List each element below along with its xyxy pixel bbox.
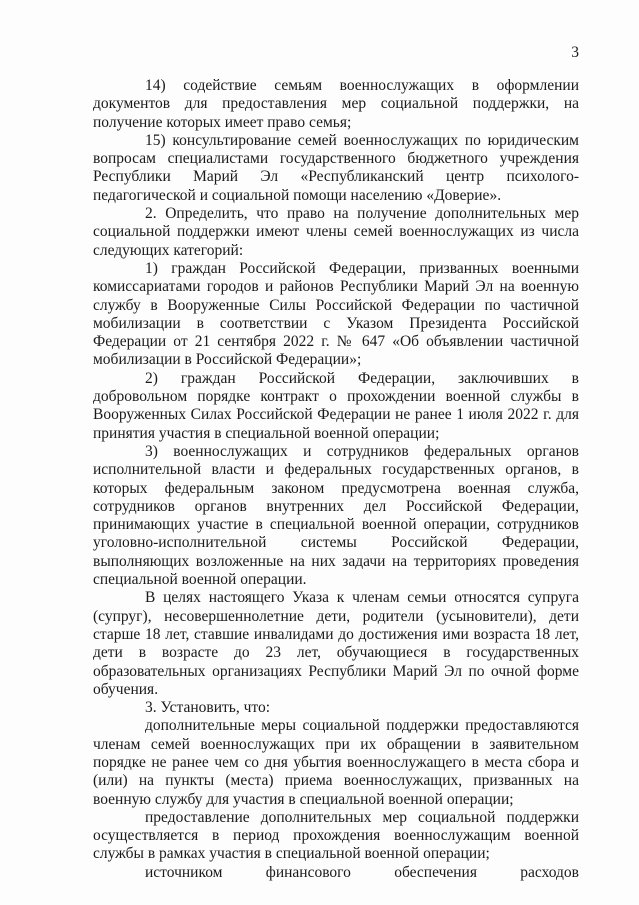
document-body: [93, 77, 579, 882]
page-number: 3: [571, 44, 579, 61]
paragraph-financing: источником финансового обеспечения расходов: [145, 863, 579, 881]
paragraph-clause-3: 3. Установить, что:: [145, 699, 271, 717]
paragraph-family-definition: В целях настоящего Указа к членам семьи относятся супруга (супруг), несовершеннолетние дети, родители (усыновители), дети старше 18 лет, ставшие инвалидами до достижения ими возраста 18 лет, дети в возрасте до 23 лет, обучающиеся в государственных образовательных организациях Республики Марий Эл по очной форме обучения.: [93, 589, 579, 698]
paragraph-clause-2: 2. Определить, что право на получение дополнительных мер социальной поддержки имеют члены семей военнослужащих из числа следующих категорий:: [93, 205, 579, 259]
paragraph-category-2: 2) граждан Российской Федерации, заключивших в добровольном порядке контракт о прохождении военной службы в Вооруженных Силах Российской Федерации не ранее 1 июля 2022 г. для принятия участия в специальной военной операции;: [93, 369, 579, 442]
paragraph-category-1: 1) граждан Российской Федерации, призванных военными комиссариатами городов и районов Республики Марий Эл на военную службу в Вооруженные Силы Российской Федерации по частичной мобилизации в соответствии с Указом Президента Российской Федерации от 21 сентября 2022 г. № 647 «Об объявлении частичной мобилизации в Российской Федерации»;: [93, 259, 579, 369]
paragraph-item-14: 14) содействие семьям военнослужащих в оформлении документов для предоставления мер социальной поддержки, на получение которых имеет право семья;: [93, 77, 579, 131]
paragraph-measures-provided: дополнительные меры социальной поддержки предоставляются членам семей военнослужащих при их обращении в заявительном порядке не ранее чем со дня убытия военнослужащего в места сбора и (или) на пункты (места) приема военнослужащих, призванных на военную службу для участия в специальной военной операции;: [93, 717, 579, 808]
paragraph-category-3: 3) военнослужащих и сотрудников федеральных органов исполнительной власти и федеральных государственных органов, в которых федеральным законом предусмотрена военная служба, сотрудников органов внутренних дел Российской Федерации, принимающих участие в специальной военной операции, сотрудников уголовно-исполнительной системы Российской Федерации, выполняющих возложенные на них задачи на территориях проведения специальной военной операции.: [93, 442, 579, 589]
paragraph-item-15: 15) консультирование семей военнослужащих по юридическим вопросам специалистами государственного бюджетного учреждения Республики Марий Эл «Республиканский центр психолого-педагогической и социальной помощи населению «Доверие».: [93, 131, 579, 204]
paragraph-measures-period: предоставление дополнительных мер социальной поддержки осуществляется в период прохождения военнослужащим военной службы в рамках участия в специальной военной операции;: [93, 808, 579, 863]
